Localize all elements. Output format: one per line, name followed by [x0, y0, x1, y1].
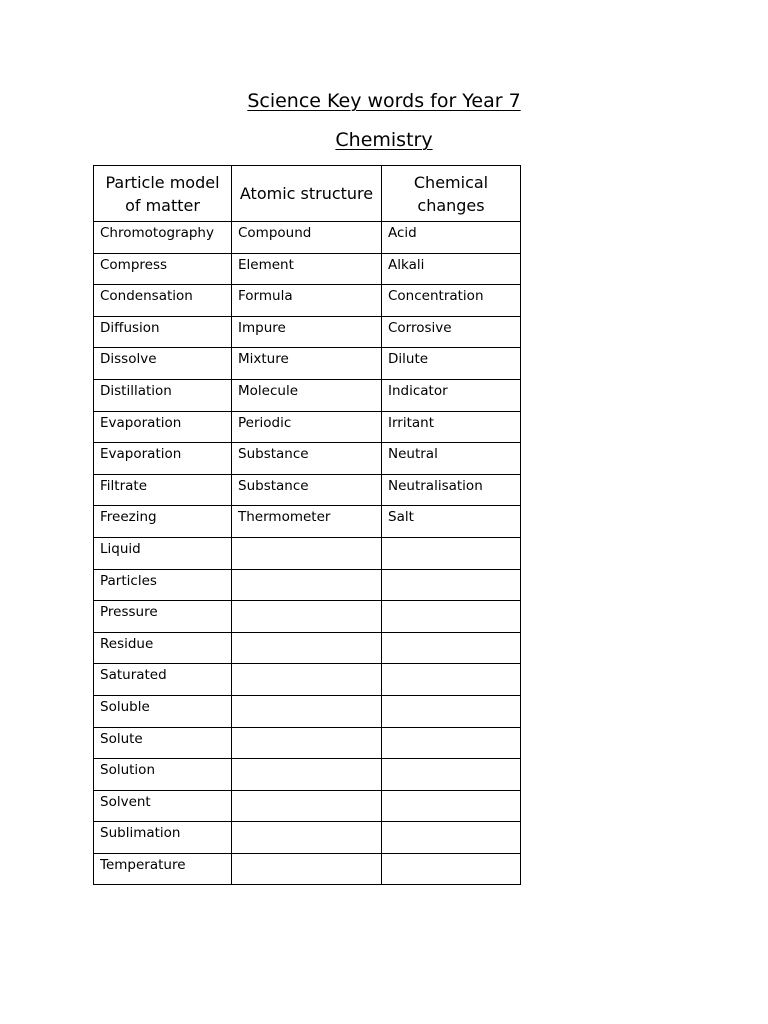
- table-row: [94, 316, 521, 348]
- chemical-changes-cell: [382, 727, 521, 759]
- chemical-changes-cell: [382, 822, 521, 854]
- atomic-structure-cell: [232, 822, 382, 854]
- particle-model-cell: Liquid: [94, 537, 232, 569]
- atomic-structure-cell: Element: [232, 253, 382, 285]
- particle-model-cell: Diffusion: [94, 316, 232, 348]
- particle-model-cell: Residue: [94, 632, 232, 664]
- particle-model-cell: Solute: [94, 727, 232, 759]
- table-row: [94, 348, 521, 380]
- chemical-changes-cell: [382, 632, 521, 664]
- table-row: [94, 253, 521, 285]
- particle-model-cell: Freezing: [94, 506, 232, 538]
- particle-model-cell: Filtrate: [94, 474, 232, 506]
- atomic-structure-cell: [232, 632, 382, 664]
- particle-model-cell: Solution: [94, 759, 232, 791]
- atomic-structure-cell: [232, 790, 382, 822]
- particle-model-cell: Sublimation: [94, 822, 232, 854]
- atomic-structure-cell: [232, 695, 382, 727]
- atomic-structure-cell: [232, 727, 382, 759]
- keywords-table: [93, 165, 521, 885]
- atomic-structure-cell: Periodic: [232, 411, 382, 443]
- table-row: [94, 853, 521, 885]
- atomic-structure-cell: Mixture: [232, 348, 382, 380]
- particle-model-cell: Particles: [94, 569, 232, 601]
- atomic-structure-cell: Formula: [232, 285, 382, 317]
- atomic-structure-cell: Molecule: [232, 379, 382, 411]
- table-row: [94, 474, 521, 506]
- atomic-structure-cell: Substance: [232, 443, 382, 475]
- atomic-structure-cell: [232, 537, 382, 569]
- document-subtitle-text: Chemistry: [335, 129, 433, 151]
- chemical-changes-cell: Concentration: [382, 285, 521, 317]
- table-header-row: [94, 166, 521, 222]
- chemical-changes-cell: [382, 664, 521, 696]
- table-body: [94, 222, 521, 885]
- particle-model-cell: Soluble: [94, 695, 232, 727]
- chemical-changes-cell: Dilute: [382, 348, 521, 380]
- chemical-changes-cell: [382, 790, 521, 822]
- table-row: [94, 632, 521, 664]
- chemical-changes-cell: Corrosive: [382, 316, 521, 348]
- table-row: [94, 443, 521, 475]
- table-row: [94, 759, 521, 791]
- table-row: [94, 222, 521, 254]
- table-row: [94, 506, 521, 538]
- table-row: [94, 664, 521, 696]
- table-row: [94, 411, 521, 443]
- chemical-changes-cell: Acid: [382, 222, 521, 254]
- chemical-changes-cell: Salt: [382, 506, 521, 538]
- particle-model-cell: Solvent: [94, 790, 232, 822]
- chemical-changes-cell: [382, 853, 521, 885]
- atomic-structure-cell: [232, 601, 382, 633]
- document-title: [0, 89, 768, 113]
- particle-model-cell: Saturated: [94, 664, 232, 696]
- column-header-particle-model: Particle model of matter: [94, 166, 232, 222]
- atomic-structure-cell: Compound: [232, 222, 382, 254]
- chemical-changes-cell: Neutralisation: [382, 474, 521, 506]
- particle-model-cell: Evaporation: [94, 443, 232, 475]
- particle-model-cell: Pressure: [94, 601, 232, 633]
- document-title-text: Science Key words for Year 7: [247, 90, 521, 112]
- table-row: [94, 379, 521, 411]
- table-row: [94, 569, 521, 601]
- table-row: [94, 727, 521, 759]
- particle-model-cell: Condensation: [94, 285, 232, 317]
- atomic-structure-cell: [232, 664, 382, 696]
- table-row: [94, 790, 521, 822]
- table-row: [94, 822, 521, 854]
- table-row: [94, 601, 521, 633]
- document-subtitle: [0, 128, 768, 152]
- chemical-changes-cell: Alkali: [382, 253, 521, 285]
- particle-model-cell: Evaporation: [94, 411, 232, 443]
- particle-model-cell: Dissolve: [94, 348, 232, 380]
- particle-model-cell: Distillation: [94, 379, 232, 411]
- table-row: [94, 537, 521, 569]
- atomic-structure-cell: [232, 759, 382, 791]
- chemical-changes-cell: [382, 695, 521, 727]
- particle-model-cell: Chromotography: [94, 222, 232, 254]
- chemical-changes-cell: [382, 569, 521, 601]
- column-header-atomic-structure: Atomic structure: [232, 166, 382, 222]
- atomic-structure-cell: Substance: [232, 474, 382, 506]
- chemical-changes-cell: Irritant: [382, 411, 521, 443]
- chemical-changes-cell: Neutral: [382, 443, 521, 475]
- table-row: [94, 285, 521, 317]
- atomic-structure-cell: Thermometer: [232, 506, 382, 538]
- chemical-changes-cell: [382, 601, 521, 633]
- particle-model-cell: Temperature: [94, 853, 232, 885]
- chemical-changes-cell: [382, 537, 521, 569]
- atomic-structure-cell: Impure: [232, 316, 382, 348]
- atomic-structure-cell: [232, 853, 382, 885]
- chemical-changes-cell: Indicator: [382, 379, 521, 411]
- chemical-changes-cell: [382, 759, 521, 791]
- atomic-structure-cell: [232, 569, 382, 601]
- column-header-chemical-changes: Chemical changes: [382, 166, 521, 222]
- table-row: [94, 695, 521, 727]
- particle-model-cell: Compress: [94, 253, 232, 285]
